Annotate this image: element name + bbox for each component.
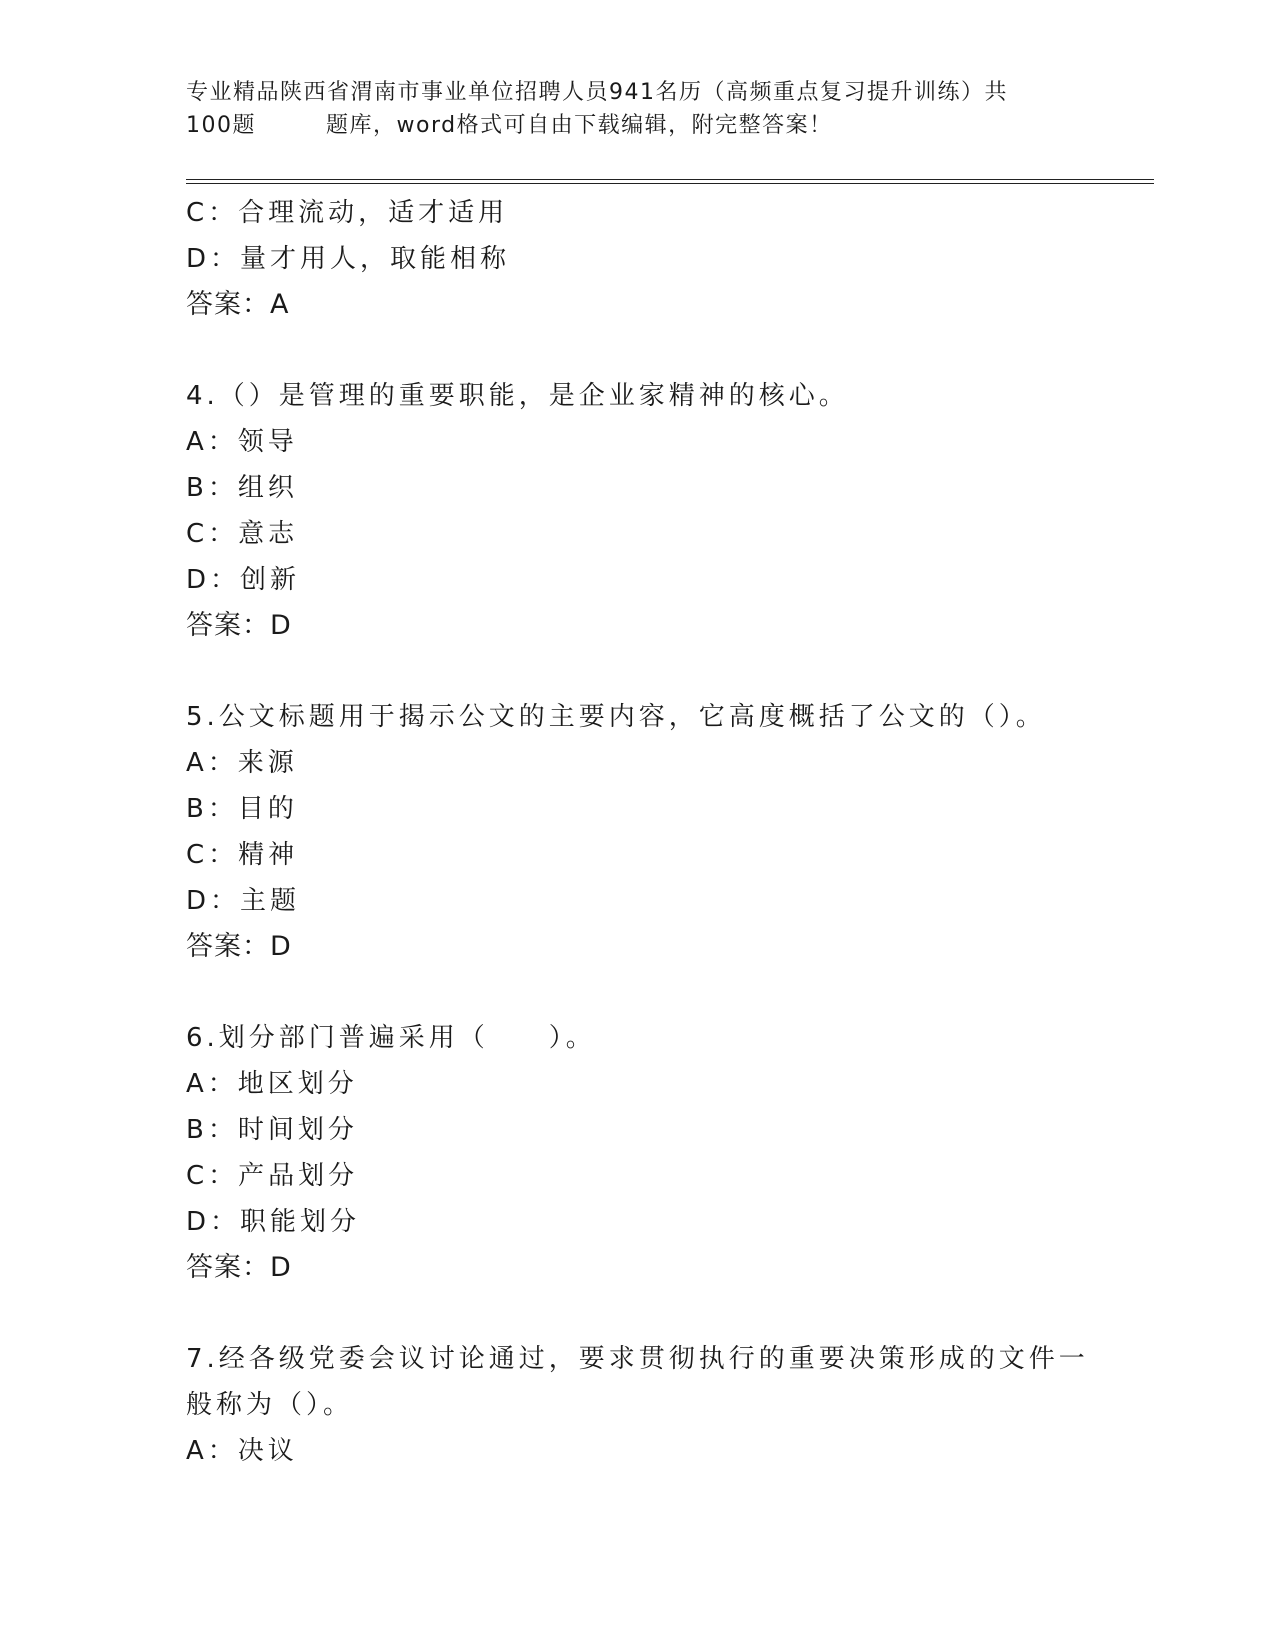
option-a: A：来源 — [186, 748, 298, 778]
question-6 — [186, 1015, 1086, 1291]
option-b: B：组织 — [186, 473, 298, 503]
question-stem-line-1: 7.经各级党委会议讨论通过，要求贯彻执行的重要决策形成的文件一 — [186, 1344, 1089, 1374]
question-3-continued — [186, 190, 1086, 328]
option-b: B：目的 — [186, 794, 298, 824]
header-rule-bottom — [186, 183, 1154, 184]
answer: 答案：D — [186, 931, 292, 962]
option-d: D：主题 — [186, 886, 301, 916]
option-d: D：职能划分 — [186, 1207, 361, 1237]
option-c: C：精神 — [186, 840, 299, 870]
option-a: A：地区划分 — [186, 1069, 358, 1099]
question-stem: 4.（）是管理的重要职能，是企业家精神的核心。 — [186, 381, 849, 411]
option-c: C：意志 — [186, 519, 299, 549]
option-d: D：量才用人，取能相称 — [186, 244, 511, 274]
option-a: A：决议 — [186, 1436, 298, 1466]
header-desc: 题库，word格式可自由下载编辑，附完整答案！ — [326, 113, 833, 138]
answer: 答案：D — [186, 1252, 292, 1283]
question-list — [186, 190, 1089, 1474]
option-c: C：合理流动，适才适用 — [186, 198, 509, 228]
header-line-1: 专业精品陕西省渭南市事业单位招聘人员941名历（高频重点复习提升训练）共 — [186, 80, 1008, 105]
answer: 答案：D — [186, 610, 292, 641]
question-stem: 6.划分部门普遍采用（ ）。 — [186, 1023, 596, 1053]
option-c: C：产品划分 — [186, 1161, 359, 1191]
option-b: B：时间划分 — [186, 1115, 358, 1145]
option-a: A：领导 — [186, 427, 298, 457]
question-5 — [186, 694, 1086, 970]
page-header — [186, 76, 1066, 142]
header-line-2 — [186, 109, 1066, 142]
question-4 — [186, 373, 1086, 649]
answer: 答案：A — [186, 289, 290, 320]
question-stem-line-2: 般称为（）。 — [186, 1390, 354, 1420]
header-count: 100题 — [186, 113, 256, 138]
question-7 — [186, 1336, 1089, 1474]
option-d: D：创新 — [186, 565, 301, 595]
question-stem: 5.公文标题用于揭示公文的主要内容，它高度概括了公文的（）。 — [186, 702, 1046, 732]
header-rule-top — [186, 179, 1154, 180]
